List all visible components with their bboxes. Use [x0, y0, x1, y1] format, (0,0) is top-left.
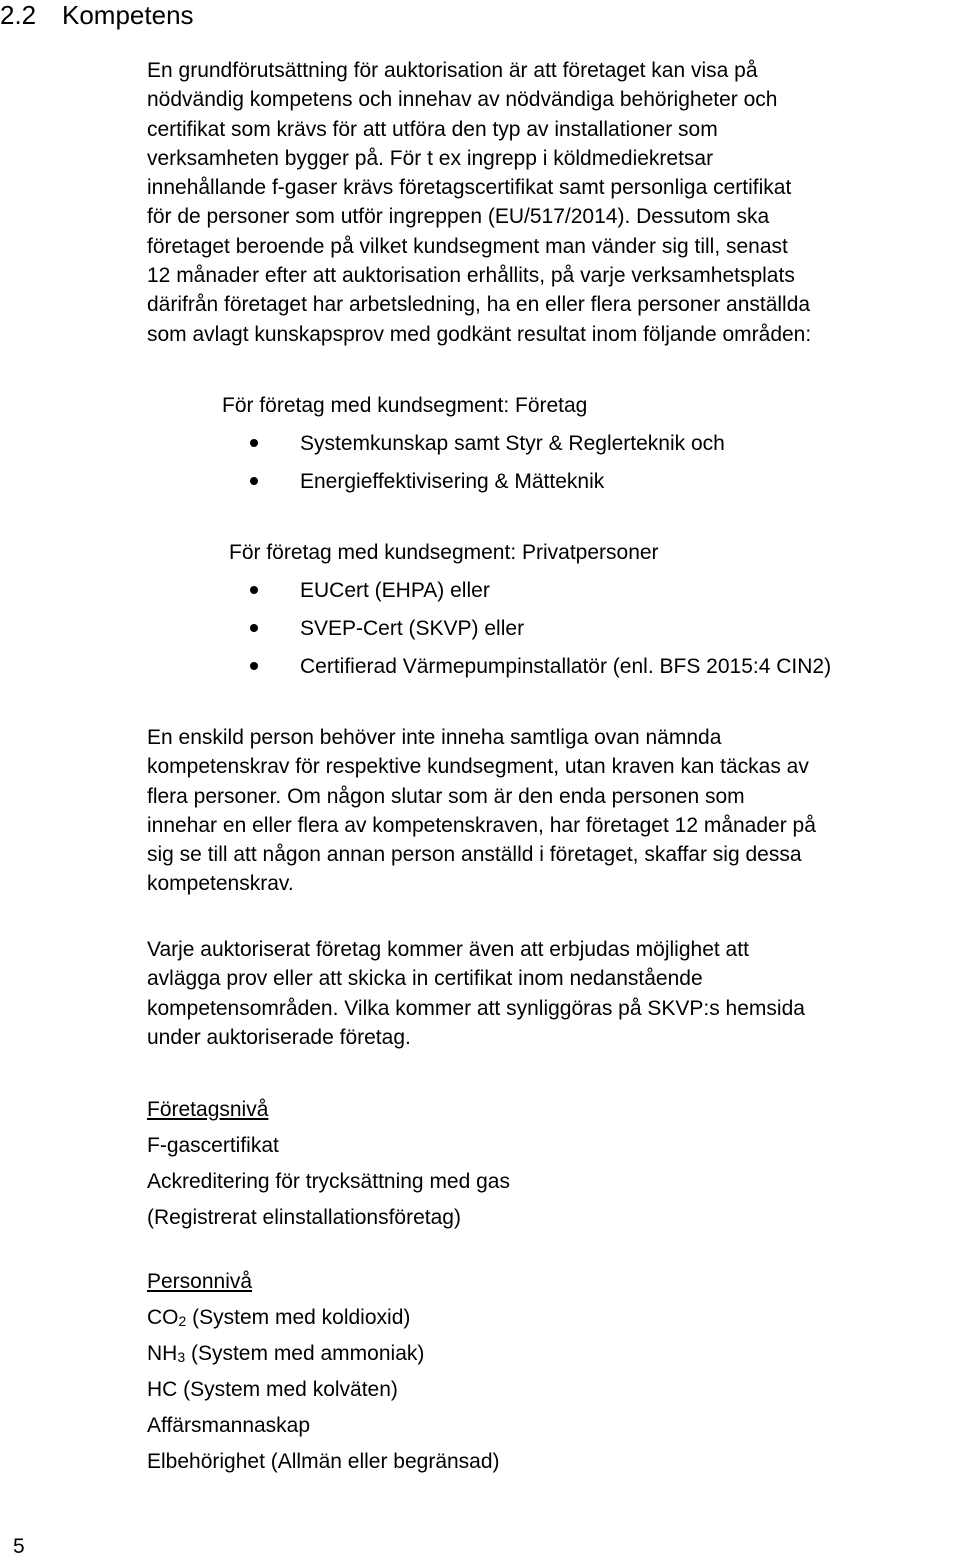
list-item: (Registrerat elinstallationsföretag) — [147, 1206, 461, 1229]
text-line: flera personer. Om någon slutar som är den enda personen som — [147, 784, 745, 808]
list-item: Affärsmannaskap — [147, 1414, 311, 1437]
text-line: företaget beroende på vilket kundsegment man vänder sig till, senast — [147, 234, 788, 258]
list-item: F-gascertifikat — [147, 1134, 279, 1157]
text-line: Varje auktoriserat företag kommer även att erbjudas möjlighet att — [147, 938, 749, 961]
text-line: En grundförutsättning för auktorisation är att företaget kan visa på — [147, 59, 758, 82]
list-item-text: Certifierad Värmepumpinstallatör (enl. BFS 2015:4 CIN2) — [300, 655, 832, 678]
text-line: verksamheten bygger på. För t ex ingrepp i köldmediekretsar — [147, 146, 714, 170]
text-line: avlägga prov eller att skicka in certifikat inom nedanstående — [147, 967, 703, 991]
bullet-icon — [250, 624, 258, 632]
paragraph-additional-offer — [147, 935, 959, 1052]
list-item-text: SVEP-Cert (SKVP) eller — [300, 617, 525, 640]
list-item: Elbehörighet (Allmän eller begränsad) — [147, 1450, 500, 1473]
formula-description: (System med ammoniak) — [185, 1342, 425, 1365]
text-line: sig se till att någon annan person anställd i företaget, skaffar sig dessa — [147, 843, 802, 867]
paragraph-individual-requirements — [147, 723, 959, 899]
text-line: 12 månader efter att auktorisation erhållits, på varje verksamhetsplats — [147, 264, 795, 288]
segment-private-title: För företag med kundsegment: Privatpersoner — [229, 541, 659, 564]
segment-company-title: För företag med kundsegment: Företag — [222, 394, 588, 417]
section-title: Kompetens — [62, 0, 194, 30]
bullet-icon — [250, 439, 258, 447]
person-level-list — [147, 1268, 500, 1484]
text-line: certifikat som krävs för att utföra den typ av installationer som — [147, 117, 718, 141]
intro-paragraph — [147, 56, 959, 349]
bullet-icon — [250, 662, 258, 670]
section-heading — [0, 0, 194, 30]
text-line: därifrån företaget har arbetsledning, ha en eller flera personer anställda — [147, 293, 811, 317]
person-level-heading: Personnivå — [147, 1270, 253, 1293]
list-item: HC (System med kolväten) — [147, 1378, 398, 1401]
formula-subscript: 2 — [178, 1313, 187, 1329]
text-line: under auktoriserade företag. — [147, 1025, 411, 1049]
text-line: kompetenskrav. — [147, 872, 294, 896]
formula-main: NH — [147, 1342, 178, 1365]
text-line: innehar en eller flera av kompetenskraven, har företaget 12 månader på — [147, 813, 816, 837]
formula-description: (System med koldioxid) — [186, 1306, 411, 1329]
formula-main: CO — [147, 1306, 179, 1329]
bullet-icon — [250, 586, 258, 594]
page-number: 5 — [13, 1535, 25, 1558]
bullet-icon — [250, 477, 258, 485]
text-line: som avlagt kunskapsprov med godkänt resultat inom följande områden: — [147, 322, 812, 346]
text-line: för de personer som utför ingreppen (EU/517/2014). Dessutom ska — [147, 205, 770, 229]
formula-subscript: 3 — [177, 1349, 186, 1365]
company-level-heading: Företagsnivå — [147, 1098, 269, 1121]
text-line: innehållande f-gaser krävs företagscertifikat samt personliga certifikat — [147, 176, 792, 200]
list-item-co2 — [147, 1304, 500, 1340]
list-item-text: Systemkunskap samt Styr & Reglerteknik och — [300, 432, 725, 455]
list-item-nh3 — [147, 1340, 500, 1376]
section-number: 2.2 — [0, 0, 37, 30]
text-line: nödvändig kompetens och innehav av nödvändiga behörigheter och — [147, 88, 778, 112]
list-item: Ackreditering för trycksättning med gas — [147, 1170, 510, 1193]
company-level-list — [147, 1096, 510, 1240]
list-item-text: EUCert (EHPA) eller — [300, 579, 490, 602]
text-line: kompetenskrav för respektive kundsegment, utan kraven kan täckas av — [147, 755, 809, 779]
text-line: En enskild person behöver inte inneha samtliga ovan nämnda — [147, 726, 722, 749]
list-item-text: Energieffektivisering & Mätteknik — [300, 470, 605, 493]
text-line: kompetensområden. Vilka kommer att synliggöras på SKVP:s hemsida — [147, 996, 805, 1020]
